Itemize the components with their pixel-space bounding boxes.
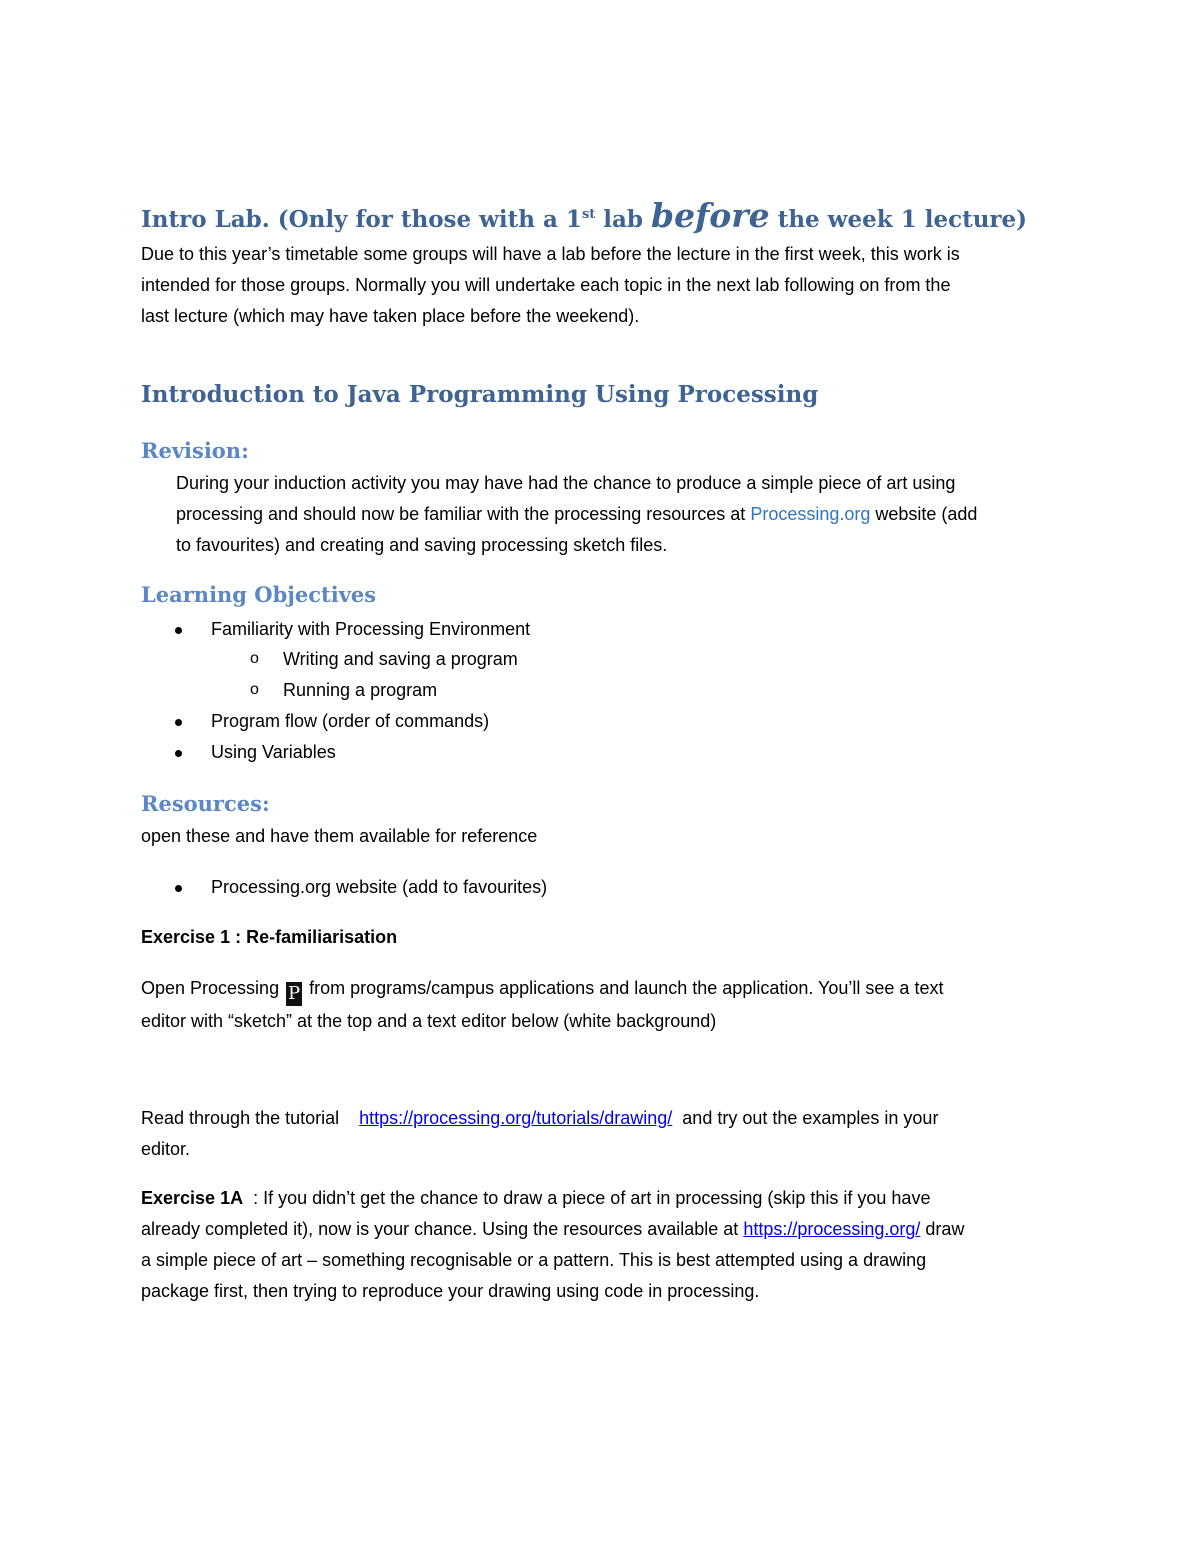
revision-heading: Revision: [141, 438, 249, 463]
intro-line: intended for those groups. Normally you will undertake each topic in the next lab following on from the [141, 275, 951, 295]
list-item: Familiarity with Processing Environment [211, 619, 531, 639]
title-emphasis: before [651, 196, 770, 235]
intro-line: last lecture (which may have taken place before the weekend). [141, 306, 640, 326]
section-title: Introduction to Java Programming Using Processing [141, 381, 819, 408]
tutorial-paragraph: Read through the tutorial https://processing.org/tutorials/drawing/ and try out the examples in your editor. [141, 1108, 939, 1159]
exercise1a-label: Exercise 1A [141, 1188, 244, 1208]
bullet-icon [175, 750, 182, 757]
processing-home-link[interactable]: https://processing.org/ [743, 1219, 921, 1239]
exercise1-paragraph: Open Processing P from programs/campus applications and launch the application. You’ll see a text editor with “sketch” at the top and a text editor below (white background) [141, 978, 944, 1031]
processing-app-icon: P [288, 983, 301, 1004]
title-superscript: st [581, 207, 596, 222]
objectives-heading: Learning Objectives [141, 582, 377, 607]
exercise1-heading: Exercise 1 : Re-familiarisation [141, 927, 398, 947]
list-item: Writing and saving a program [283, 649, 518, 669]
list-item: Processing.org website (add to favourites) [211, 877, 548, 897]
circle-bullet-icon: o [250, 681, 259, 698]
resources-heading: Resources: [141, 791, 270, 816]
list-item: Program flow (order of commands) [211, 711, 490, 731]
bullet-icon [175, 627, 182, 634]
bullet-icon [175, 885, 182, 892]
revision-paragraph: During your induction activity you may have had the chance to produce a simple piece of art using processing and should now be familiar with the processing resources at Processing.org website (add to favourites) and creating and saving processing sketch files. [176, 473, 978, 555]
intro-line: Due to this year’s timetable some groups will have a lab before the lecture in the first week, this work is [141, 244, 960, 264]
intro-paragraph [141, 239, 960, 332]
tutorial-link[interactable]: https://processing.org/tutorials/drawing/ [359, 1108, 673, 1128]
processing-org-link[interactable]: Processing.org [750, 504, 871, 524]
resources-intro: open these and have them available for reference [141, 826, 538, 846]
lab-title: Intro Lab. (Only for those with a 1st lab before the week 1 lecture) [141, 196, 1028, 235]
circle-bullet-icon: o [250, 650, 259, 667]
list-item: Using Variables [211, 742, 336, 762]
list-item: Running a program [283, 680, 438, 700]
bullet-icon [175, 719, 182, 726]
exercise1a-paragraph: Exercise 1A : If you didn’t get the chance to draw a piece of art in processing (skip this if you have already completed it), now is your chance. Using the resources available at https://processing.org/ draw a simple piece of art – something recognisable or a pattern. This is best attempted using a drawing package first, then trying to reproduce your drawing using code in processing. [141, 1188, 965, 1301]
